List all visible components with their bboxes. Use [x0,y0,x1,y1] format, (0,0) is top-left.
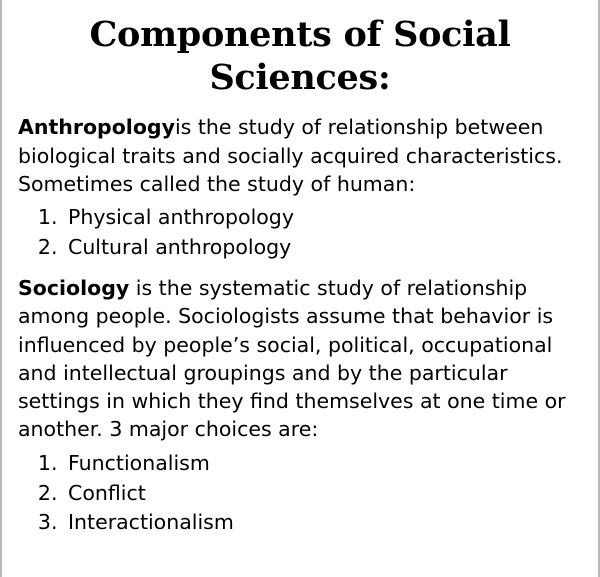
paragraph-sociology-body: is the systematic study of relationship among people. Sociologists assume that behavior is influenced by people’s social, political, occupational and intellectual groupings and by the particular settings in which they find themselves at one time or another. 3 major choices are: [18,275,566,442]
list-item: 2. Cultural anthropology [64,234,582,262]
paragraph-sociology [18,274,582,444]
list-item: 1. Functionalism [64,450,582,478]
paragraph-anthropology-body: is the study of relationship between biological traits and socially acquired characteristics. Sometimes called the study of human: [18,115,563,196]
list-sociology-choices [18,450,582,538]
list-anthropology-types [18,204,582,262]
list-item: 2. Conflict [64,480,582,508]
list-item: 3. Interactionalism [64,509,582,537]
page-title: Components of Social Sciences: [89,14,511,98]
list-item: 1. Physical anthropology [64,204,582,232]
term-sociology: Sociology [18,275,130,300]
term-anthropology: Anthropology [18,115,175,140]
paragraph-anthropology [18,113,582,198]
